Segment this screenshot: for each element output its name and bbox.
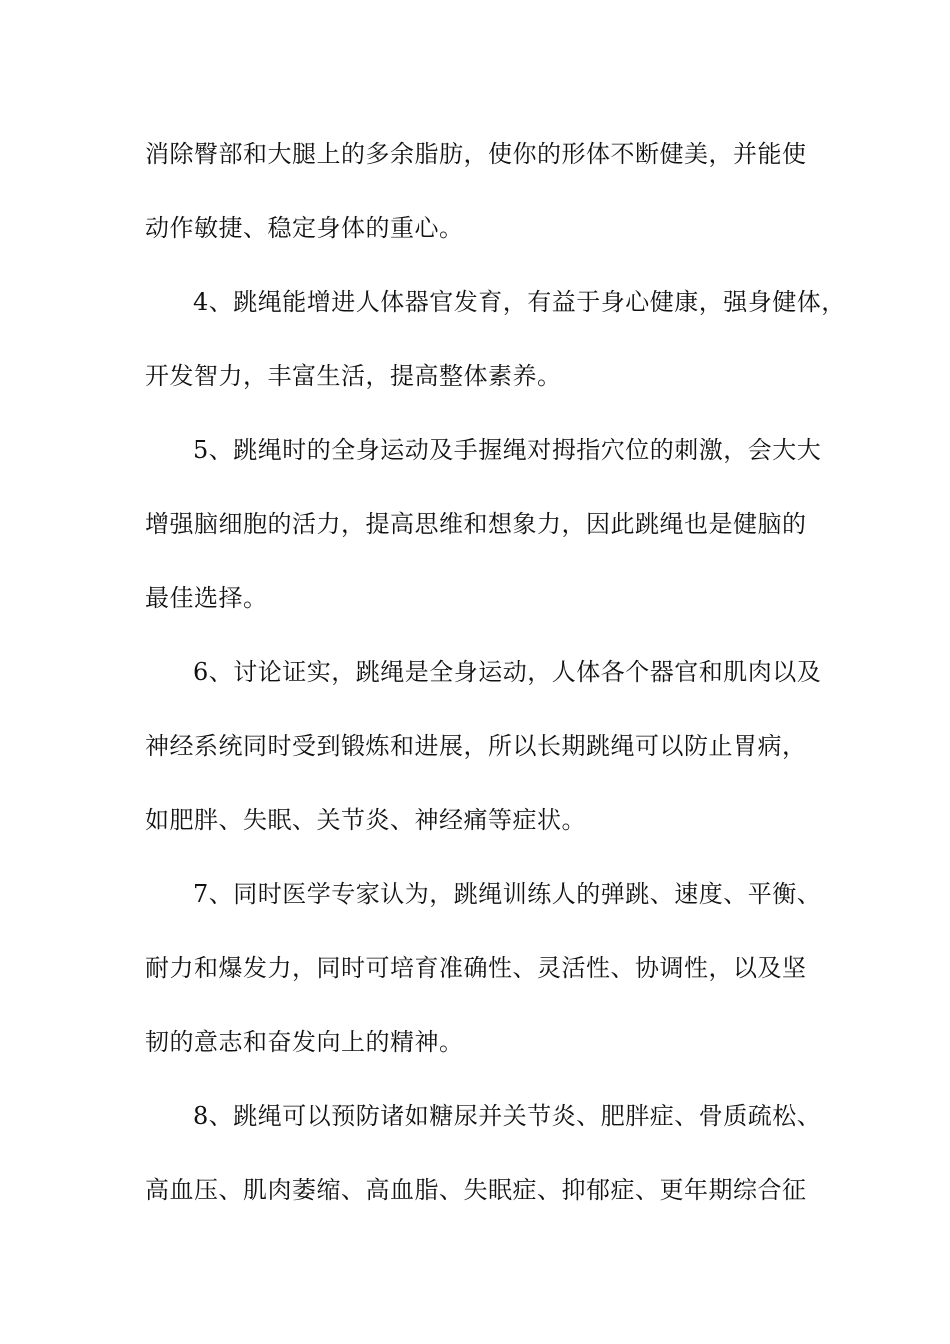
text-line: 最佳选择。 bbox=[145, 584, 268, 612]
text-line: 消除臀部和大腿上的多余脂肪，使你的形体不断健美，并能使 bbox=[145, 140, 807, 168]
text-line: 如肥胖、失眠、关节炎、神经痛等症状。 bbox=[145, 806, 586, 834]
text-line: 增强脑细胞的活力，提高思维和想象力，因此跳绳也是健脑的 bbox=[145, 510, 807, 538]
text-line: 开发智力，丰富生活，提高整体素养。 bbox=[145, 362, 562, 390]
text-line: 韧的意志和奋发向上的精神。 bbox=[145, 1028, 464, 1056]
paragraph-4-start: 4、跳绳能增进人体器官发育，有益于身心健康，强身健体， bbox=[193, 288, 846, 316]
paragraph-6-start: 6、讨论证实，跳绳是全身运动，人体各个器官和肌肉以及 bbox=[193, 658, 822, 686]
text-line: 耐力和爆发力，同时可培育准确性、灵活性、协调性，以及坚 bbox=[145, 954, 807, 982]
text-line: 高血压、肌肉萎缩、高血脂、失眠症、抑郁症、更年期综合征 bbox=[145, 1176, 807, 1204]
text-line: 动作敏捷、稳定身体的重心。 bbox=[145, 214, 464, 242]
paragraph-8-start: 8、跳绳可以预防诸如糖尿并关节炎、肥胖症、骨质疏松、 bbox=[193, 1102, 822, 1130]
paragraph-5-start: 5、跳绳时的全身运动及手握绳对拇指穴位的刺激，会大大 bbox=[193, 436, 822, 464]
paragraph-7-start: 7、同时医学专家认为，跳绳训练人的弹跳、速度、平衡、 bbox=[193, 880, 822, 908]
text-line: 神经系统同时受到锻炼和进展，所以长期跳绳可以防止胃病， bbox=[145, 732, 807, 760]
